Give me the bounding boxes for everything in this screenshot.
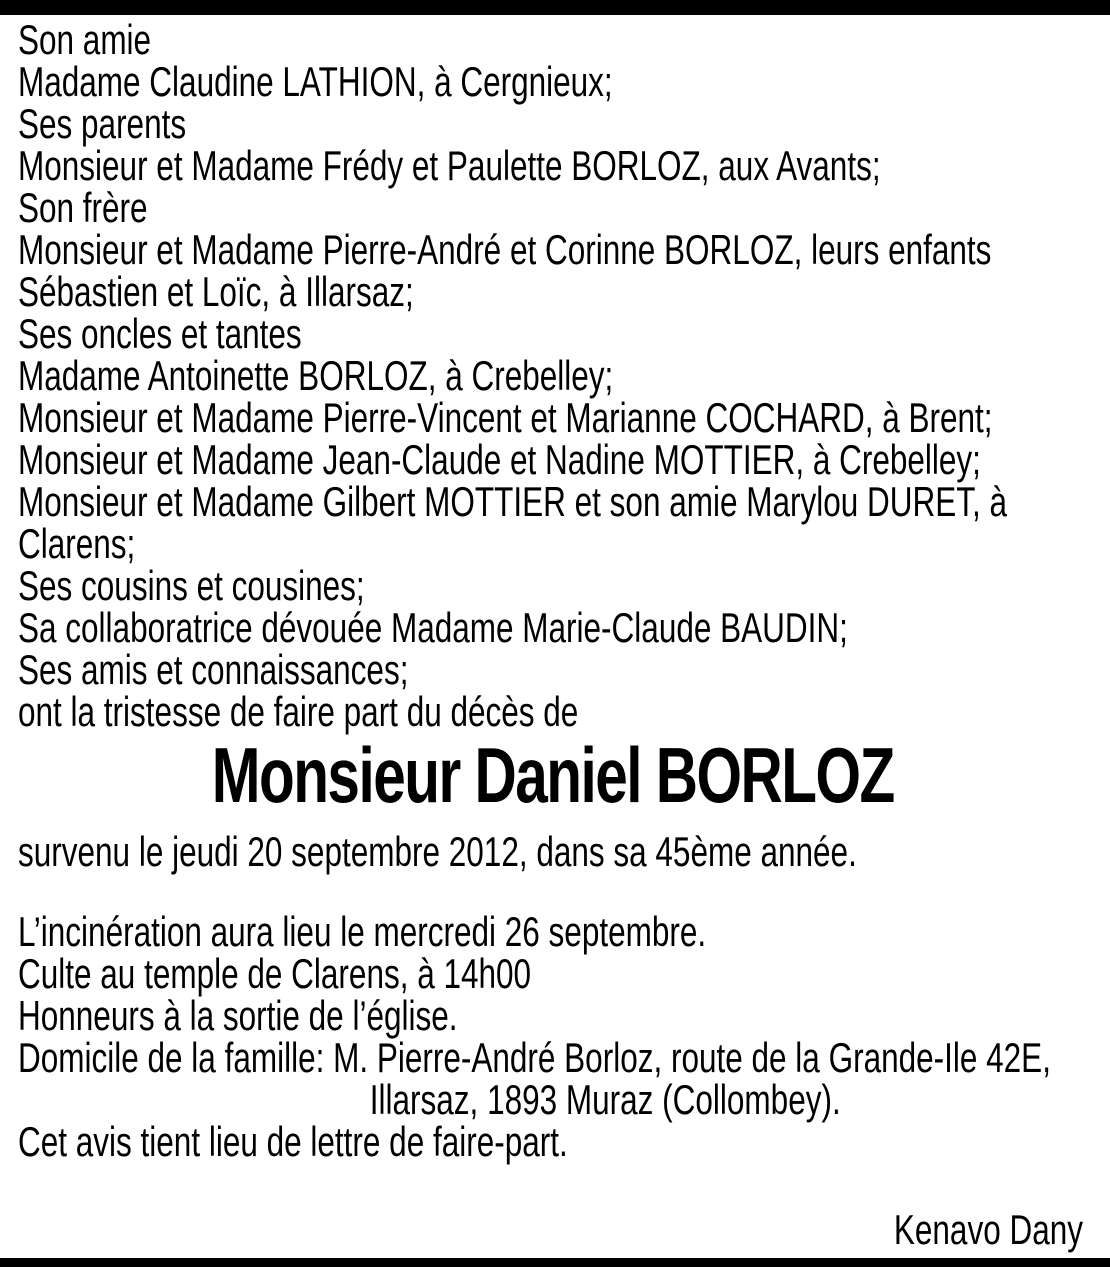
notice-line: Culte au temple de Clarens, à 14h00 bbox=[18, 950, 532, 997]
bottom-black-bar bbox=[0, 1258, 1110, 1267]
notice-line: Monsieur et Madame Pierre-Vincent et Marianne COCHARD, à Brent; bbox=[18, 394, 993, 441]
notice-line: ont la tristesse de faire part du décès de bbox=[18, 688, 579, 735]
death-date-line: survenu le jeudi 20 septembre 2012, dans sa 45ème année. bbox=[18, 828, 857, 875]
notice-line: Honneurs à la sortie de l’église. bbox=[18, 992, 458, 1039]
notice-line: Ses parents bbox=[18, 100, 187, 147]
notice-body bbox=[0, 15, 1110, 1251]
notice-line: Domicile de la famille: M. Pierre-André Borloz, route de la Grande-Ile 42E, bbox=[18, 1034, 1051, 1081]
notice-line: Sa collaboratrice dévouée Madame Marie-Claude BAUDIN; bbox=[18, 604, 848, 651]
notice-line: Monsieur et Madame Frédy et Paulette BORLOZ, aux Avants; bbox=[18, 142, 881, 189]
signature-line: Kenavo Dany bbox=[893, 1206, 1083, 1253]
notice-line: Madame Antoinette BORLOZ, à Crebelley; bbox=[18, 352, 614, 399]
notice-line: Ses oncles et tantes bbox=[18, 310, 302, 357]
notice-line: Madame Claudine LATHION, à Cergnieux; bbox=[18, 58, 613, 105]
notice-line: Monsieur et Madame Jean-Claude et Nadine MOTTIER, à Crebelley; bbox=[18, 436, 981, 483]
notice-line: Son frère bbox=[18, 184, 148, 231]
notice-line: Son amie bbox=[18, 16, 152, 63]
address-continuation-line: Illarsaz, 1893 Muraz (Collombey). bbox=[369, 1076, 841, 1123]
notice-line: Ses amis et connaissances; bbox=[18, 646, 409, 693]
top-black-bar bbox=[0, 0, 1110, 15]
notice-line: L’incinération aura lieu le mercredi 26 septembre. bbox=[18, 908, 707, 955]
notice-line: Monsieur et Madame Pierre-André et Corinne BORLOZ, leurs enfants bbox=[18, 226, 992, 273]
family-lines-block bbox=[18, 16, 1088, 735]
notice-line: Sébastien et Loïc, à Illarsaz; bbox=[18, 268, 414, 315]
deceased-name-title: Monsieur Daniel BORLOZ bbox=[211, 731, 894, 819]
notice-line: Monsieur et Madame Gilbert MOTTIER et son amie Marylou DURET, à bbox=[18, 478, 1008, 525]
notice-line: Clarens; bbox=[18, 520, 136, 567]
ceremony-lines-block bbox=[18, 908, 1088, 1081]
notice-line: Ses cousins et cousines; bbox=[18, 562, 365, 609]
closing-line: Cet avis tient lieu de lettre de faire-part. bbox=[18, 1118, 568, 1165]
